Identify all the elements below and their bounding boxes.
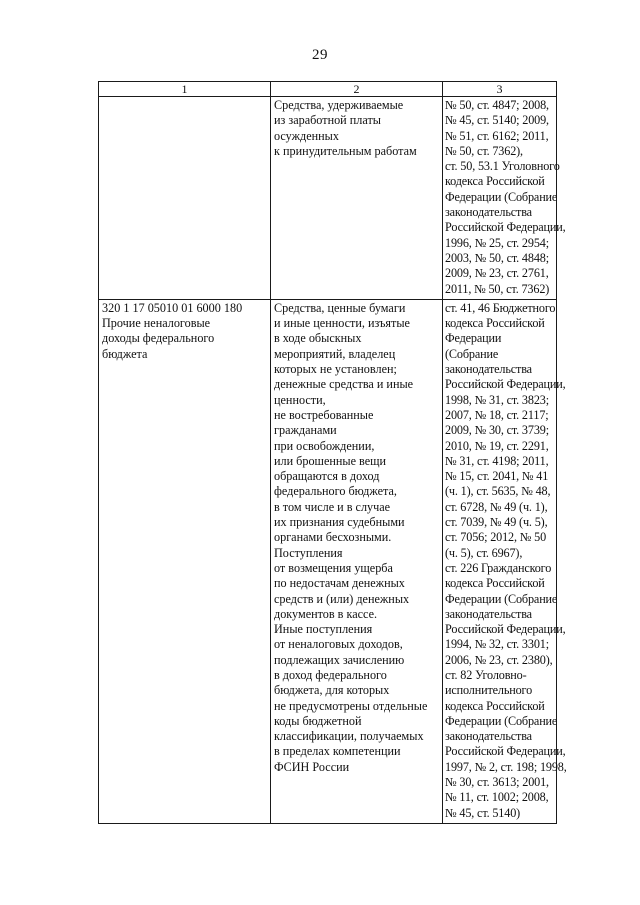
cell-text-line: Российской Федерации, (445, 377, 566, 392)
cell-text-line: Российской Федерации, (445, 220, 566, 235)
cell-text-line: обращаются в доход (274, 469, 380, 484)
cell-text-line: Федерации (445, 331, 502, 346)
cell-text-line: (ч. 1), ст. 5635, № 48, (445, 484, 551, 499)
cell-text-line: 2007, № 18, ст. 2117; (445, 407, 549, 422)
cell-text-line: № 45, ст. 5140) (445, 805, 521, 820)
cell-text-line: из заработной платы (274, 113, 381, 128)
legal-basis-cell (443, 97, 566, 300)
cell-text-line: 1994, № 32, ст. 3301; (445, 637, 549, 652)
cell-text-line: документов в кассе. (274, 606, 378, 621)
cell-text-line: гражданами (274, 423, 337, 438)
cell-text-line: Федерации (Собрание (445, 713, 558, 728)
description-cell (271, 97, 443, 300)
cell-text-line: ст. 82 Уголовно- (445, 667, 527, 682)
cell-text-line: средств и (или) денежных (274, 591, 410, 606)
cell-text-line: 2011, № 50, ст. 7362) (445, 281, 550, 296)
cell-text-line: осужденных (274, 128, 339, 143)
cell-text-line: Средства, удерживаемые (274, 98, 404, 112)
cell-text-line: 2006, № 23, ст. 2380), (445, 652, 553, 667)
cell-text-line: № 50, ст. 4847; 2008, (445, 98, 549, 112)
cell-text-line: № 50, ст. 7362), (445, 143, 523, 158)
cell-text-line: и иные ценности, изъятые (274, 316, 410, 331)
cell-text-line: Российской Федерации, (445, 744, 566, 759)
cell-text-line: законодательства (445, 205, 532, 220)
cell-text-line: или брошенные вещи (274, 453, 387, 468)
cell-text-line: исполнительного (445, 683, 533, 698)
cell-text-line: кодекса Российской (445, 698, 545, 713)
cell-text-line: в том числе и в случае (274, 499, 391, 514)
cell-text-line: в ходе обыскных (274, 331, 362, 346)
table-header-row (99, 82, 557, 97)
cell-text-line: ст. 226 Гражданского (445, 560, 552, 575)
cell-text-line: ценности, (274, 392, 326, 407)
cell-text-line: не востребованные (274, 407, 374, 422)
cell-text-line: в доход федерального (274, 667, 387, 682)
cell-text-line: Российской Федерации, (445, 622, 566, 637)
column-header-1: 1 (99, 82, 271, 97)
cell-text-line: Прочие неналоговые (102, 316, 211, 331)
cell-text-line: денежные средства и иные (274, 377, 414, 392)
cell-text-line: (ч. 5), ст. 6967), (445, 545, 523, 560)
cell-text-line: их признания судебными (274, 515, 405, 530)
cell-text-line: Поступления (274, 545, 343, 560)
budget-revenue-table (98, 81, 567, 824)
cell-text-line: № 11, ст. 1002; 2008, (445, 790, 549, 805)
cell-text-line: 2009, № 23, ст. 2761, (445, 266, 549, 281)
cell-text-line: 1996, № 25, ст. 2954; (445, 235, 549, 250)
cell-text-line: 1998, № 31, ст. 3823; (445, 392, 549, 407)
cell-text-line: при освобождении, (274, 438, 375, 453)
cell-text-line: Иные поступления (274, 622, 373, 637)
cell-text-line: ФСИН России (274, 759, 350, 774)
cell-text-line: (Собрание (445, 346, 499, 361)
cell-text-line: кодекса Российской (445, 316, 545, 331)
cell-text-line: классификации, получаемых (274, 729, 424, 744)
cell-text-line: органами бесхозными. (274, 530, 392, 545)
table-row (99, 97, 557, 300)
cell-text-line: № 15, ст. 2041, № 41 (445, 469, 549, 484)
cell-text-line: бюджета (102, 346, 148, 361)
cell-text-line: 320 1 17 05010 01 6000 180 (102, 300, 243, 315)
cell-text-line: № 45, ст. 5140; 2009, (445, 113, 549, 128)
cell-text-line: от неналоговых доходов, (274, 637, 403, 652)
page-number: 29 (312, 47, 328, 63)
cell-text-line: от возмещения ущерба (274, 560, 393, 575)
legal-basis-cell (443, 299, 567, 823)
cell-text-line: мероприятий, владелец (274, 346, 396, 361)
cell-text-line: кодекса Российской (445, 174, 545, 189)
cell-text-line: законодательства (445, 606, 532, 621)
cell-text-line: ст. 6728, № 49 (ч. 1), (445, 499, 548, 514)
cell-text-line: № 51, ст. 6162; 2011, (445, 128, 549, 143)
cell-text-line: ст. 50, 53.1 Уголовного (445, 159, 560, 174)
cell-text-line: законодательства (445, 729, 532, 744)
cell-text-line: Средства, ценные бумаги (274, 300, 406, 315)
cell-text-line: к принудительным работам (274, 143, 417, 158)
cell-text-line: № 30, ст. 3613; 2001, (445, 775, 549, 790)
cell-text-line: бюджета, для которых (274, 683, 390, 698)
cell-text-line: законодательства (445, 362, 532, 377)
cell-text-line: Федерации (Собрание (445, 591, 558, 606)
description-cell (271, 299, 443, 823)
cell-text-line: кодекса Российской (445, 576, 545, 591)
cell-text-line: по недостачам денежных (274, 576, 405, 591)
cell-text-line: коды бюджетной (274, 713, 362, 728)
code-cell (99, 299, 271, 823)
cell-text-line: доходы федерального (102, 331, 215, 346)
cell-text-line: № 31, ст. 4198; 2011, (445, 453, 549, 468)
cell-text-line: не предусмотрены отдельные (274, 698, 428, 713)
cell-text-line: 2009, № 30, ст. 3739; (445, 423, 549, 438)
column-header-3: 3 (443, 82, 557, 97)
cell-text-line: ст. 7039, № 49 (ч. 5), (445, 515, 548, 530)
cell-text-line: подлежащих зачислению (274, 652, 405, 667)
cell-text-line: 1997, № 2, ст. 198; 1998, (445, 759, 567, 774)
code-cell (99, 97, 271, 300)
cell-text-line: которых не установлен; (274, 362, 397, 377)
cell-text-line: 2003, № 50, ст. 4848; (445, 250, 549, 265)
cell-text-line: в пределах компетенции (274, 744, 401, 759)
column-header-2: 2 (271, 82, 443, 97)
cell-text-line: Федерации (Собрание (445, 189, 558, 204)
cell-text-line: ст. 41, 46 Бюджетного (445, 300, 556, 315)
cell-text-line: ст. 7056; 2012, № 50 (445, 530, 547, 545)
cell-text-line: федерального бюджета, (274, 484, 397, 499)
table-row (99, 299, 557, 823)
cell-text-line: 2010, № 19, ст. 2291, (445, 438, 549, 453)
